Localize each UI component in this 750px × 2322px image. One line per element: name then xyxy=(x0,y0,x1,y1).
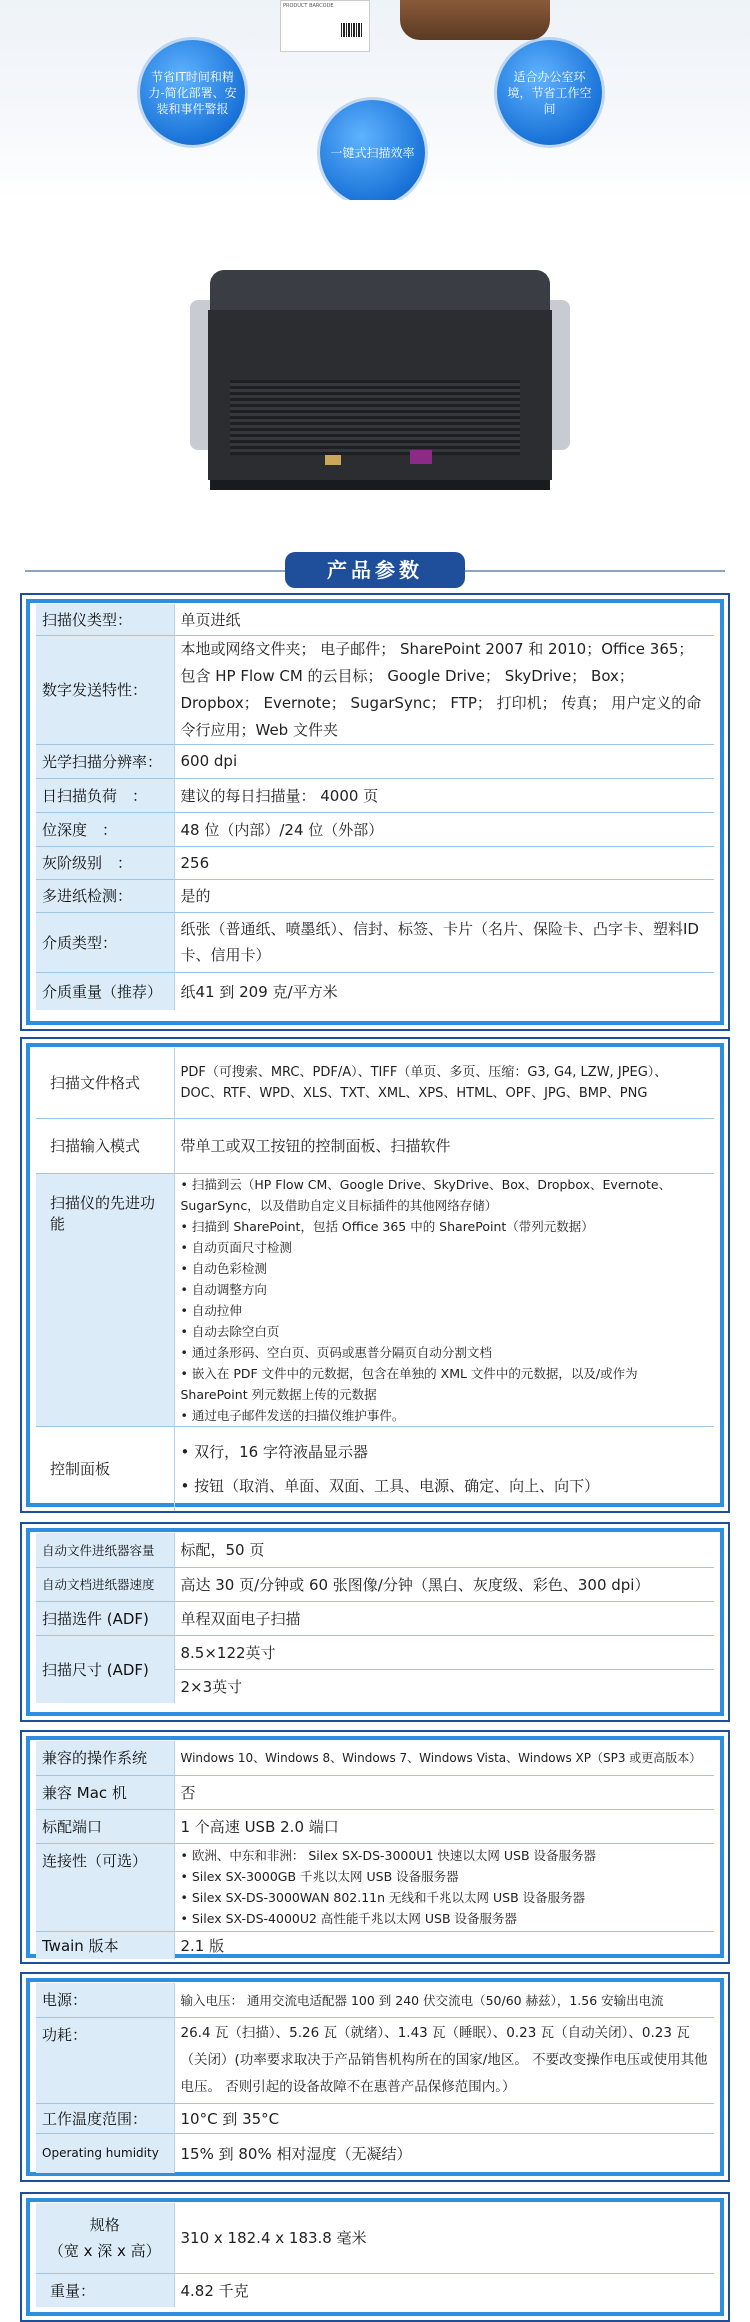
table-row: 光学扫描分辨率： 600 dpi xyxy=(36,744,714,778)
spec-table-basic xyxy=(36,604,714,1010)
list-item: • 自动拉伸 xyxy=(181,1300,709,1321)
spec-table-power xyxy=(36,1983,714,2173)
table-row: 兼容 Mac 机 否 xyxy=(36,1775,714,1809)
table-row: 扫描输入模式 带单工或双工按钮的控制面板、扫描软件 xyxy=(36,1118,714,1173)
table-row: 控制面板 • 双行，16 字符液晶显示器 • 按钮（取消、单面、双面、工具、电源、确定、向上、向下） xyxy=(36,1426,714,1511)
list-item: • 扫描到云（HP Flow CM、Google Drive、SkyDrive、Box、Dropbox、Evernote、SugarSync，以及借助自定义目标插件的其他网络存储） xyxy=(181,1174,709,1216)
label-text: PRODUCT BARCODE xyxy=(283,3,334,9)
table-row: 多进纸检测： 是的 xyxy=(36,879,714,912)
table-row: 位深度 ： 48 位（内部）/24 位（外部） xyxy=(36,812,714,846)
table-row: 扫描尺寸 (ADF) 8.5×122英寸 xyxy=(36,1635,714,1669)
table-row: 自动文档进纸器速度 高达 30 页/分钟或 60 张图像/分钟（黑白、灰度级、彩色、300 dpi） xyxy=(36,1567,714,1601)
spec-table-features xyxy=(36,1048,714,1511)
spec-box-features xyxy=(20,1037,730,1513)
list-item: • 扫描到 SharePoint，包括 Office 365 中的 SharePoint（带列元数据） xyxy=(181,1216,709,1237)
spec-box-adf xyxy=(20,1522,730,1722)
table-row: 扫描仪的先进功能 • 扫描到云（HP Flow CM、Google Drive、SkyDrive、Box、Dropbox、Evernote、SugarSync，以及借助自定义目标插件的其他网络存储） • 扫描到 SharePoint，包括 Office 365 中的 SharePoint（带列元数据） • 自动页面尺寸检测 • 自动色彩检测 • 自动调整方向 • 自动拉伸 • 自动去除空白页 • 通过条形码、空白页、页码或惠普分隔页自动分割文档 • 嵌入在 PDF 文件中的元数据，包含在单独的 XML 文件中的元数据，以及/或作为 SharePoint 列元数据上传的元数据 • 通过电子邮件发送的扫描仪维护事件。 xyxy=(36,1173,714,1426)
table-row: 2×3英寸 xyxy=(36,1669,714,1703)
spec-table-connectivity xyxy=(36,1741,714,1959)
table-row: 数字发送特性： 本地或网络文件夹； 电子邮件； SharePoint 2007 和 2010；Office 365；包含 HP Flow CM 的云目标； Google Drive； SkyDrive； Box； Dropbox； Evernote； SugarSync； FTP； 打印机； 传真； 用户定义的命令行应用；Web 文件夹 xyxy=(36,635,714,744)
table-row: 灰阶级别 ： 256 xyxy=(36,846,714,879)
list-item: • Silex SX-DS-3000WAN 802.11n 无线和千兆以太网 USB 设备服务器 xyxy=(181,1887,709,1908)
list-item: • 通过电子邮件发送的扫描仪维护事件。 xyxy=(181,1405,709,1426)
spec-table-dimensions xyxy=(36,2203,714,2307)
spec-table-adf xyxy=(36,1533,714,1703)
list-item: • 按钮（取消、单面、双面、工具、电源、确定、向上、向下） xyxy=(181,1469,709,1503)
list-item: • Silex SX-3000GB 千兆以太网 USB 设备服务器 xyxy=(181,1866,709,1887)
spec-box-basic xyxy=(20,593,730,1031)
table-row: 扫描选件 (ADF) 单程双面电子扫描 xyxy=(36,1601,714,1635)
table-row: 扫描仪类型： 单页进纸 xyxy=(36,604,714,635)
table-row: 自动文件进纸器容量 标配，50 页 xyxy=(36,1533,714,1567)
table-row: 功耗： 26.4 瓦（扫描）、5.26 瓦（就绪）、1.43 瓦（睡眠）、0.23 瓦（自动关闭）、0.23 瓦（关闭）(功率要求取决于产品销售机构所在的国家/地区。 不要改变操作电压或使用其他电压。 否则引起的设备故障不在惠普产品保修范围内。） xyxy=(36,2017,714,2103)
section-title-row xyxy=(25,552,725,588)
spec-box-dimensions xyxy=(20,2192,730,2322)
table-row: 规格 （宽 x 深 x 高） 310 x 182.4 x 183.8 毫米 xyxy=(36,2203,714,2273)
list-item: • Silex SX-DS-4000U2 高性能千兆以太网 USB 设备服务器 xyxy=(181,1908,709,1929)
table-row: Operating humidity 15% 到 80% 相对湿度（无凝结） xyxy=(36,2133,714,2173)
barcode-icon xyxy=(341,23,363,37)
product-label-card xyxy=(280,0,370,52)
table-row: 重量： 4.82 千克 xyxy=(36,2273,714,2307)
list-item: • 自动色彩检测 xyxy=(181,1258,709,1279)
table-row: 日扫描负荷 ： 建议的每日扫描量： 4000 页 xyxy=(36,778,714,812)
list-item: • 自动页面尺寸检测 xyxy=(181,1237,709,1258)
list-item: • 自动调整方向 xyxy=(181,1279,709,1300)
advanced-features-list xyxy=(181,1174,709,1426)
list-item: • 双行，16 字符液晶显示器 xyxy=(181,1435,709,1469)
spec-box-connectivity xyxy=(20,1730,730,1964)
connectivity-list xyxy=(181,1845,709,1929)
table-row: 兼容的操作系统 Windows 10、Windows 8、Windows 7、Windows Vista、Windows XP（SP3 或更高版本） xyxy=(36,1741,714,1775)
table-row: 电源： 输入电压： 通用交流电适配器 100 到 240 伏交流电（50/60 赫兹），1.56 安输出电流 xyxy=(36,1983,714,2017)
table-row: 连接性（可选） • 欧洲、中东和非洲： Silex SX-DS-3000U1 快速以太网 USB 设备服务器 • Silex SX-3000GB 千兆以太网 USB 设备服务器 • Silex SX-DS-3000WAN 802.11n 无线和千兆以太网 USB 设备服务器 • Silex SX-DS-4000U2 高性能千兆以太网 USB 设备服务器 xyxy=(36,1843,714,1931)
feature-bubble-scan: 一键式扫描效率 xyxy=(320,100,425,200)
table-row: 介质重量（推荐） 纸41 到 209 克/平方米 xyxy=(36,972,714,1010)
list-item: • 欧洲、中东和非洲： Silex SX-DS-3000U1 快速以太网 USB 设备服务器 xyxy=(181,1845,709,1866)
table-row: 介质类型： 纸张（普通纸、喷墨纸）、信封、标签、卡片（名片、保险卡、凸字卡、塑料ID卡、信用卡） xyxy=(36,912,714,972)
list-item: • 通过条形码、空白页、页码或惠普分隔页自动分割文档 xyxy=(181,1342,709,1363)
table-row: 工作温度范围： 10°C 到 35°C xyxy=(36,2103,714,2133)
scanner-product-image xyxy=(190,270,570,500)
books-image xyxy=(400,0,550,40)
section-title: 产品参数 xyxy=(285,552,465,588)
spec-box-power xyxy=(20,1972,730,2182)
list-item: • 嵌入在 PDF 文件中的元数据，包含在单独的 XML 文件中的元数据，以及/或作为 SharePoint 列元数据上传的元数据 xyxy=(181,1363,709,1405)
feature-bubble-it: 节省IT时间和精力-简化部署、安装和事件警报 xyxy=(140,40,245,145)
table-row: Twain 版本 2.1 版 xyxy=(36,1931,714,1959)
hero-banner xyxy=(0,0,750,200)
table-row: 扫描文件格式 PDF（可搜索、MRC、PDF/A）、TIFF（单页、多页、压缩：G3, G4, LZW, JPEG）、DOC、RTF、WPD、XLS、TXT、XML、XPS、HTML、OPF、JPG、BMP、PNG xyxy=(36,1048,714,1118)
control-panel-list xyxy=(181,1435,709,1503)
list-item: • 自动去除空白页 xyxy=(181,1321,709,1342)
table-row: 标配端口 1 个高速 USB 2.0 端口 xyxy=(36,1809,714,1843)
feature-bubble-office: 适合办公室环境，节省工作空间 xyxy=(497,40,602,145)
